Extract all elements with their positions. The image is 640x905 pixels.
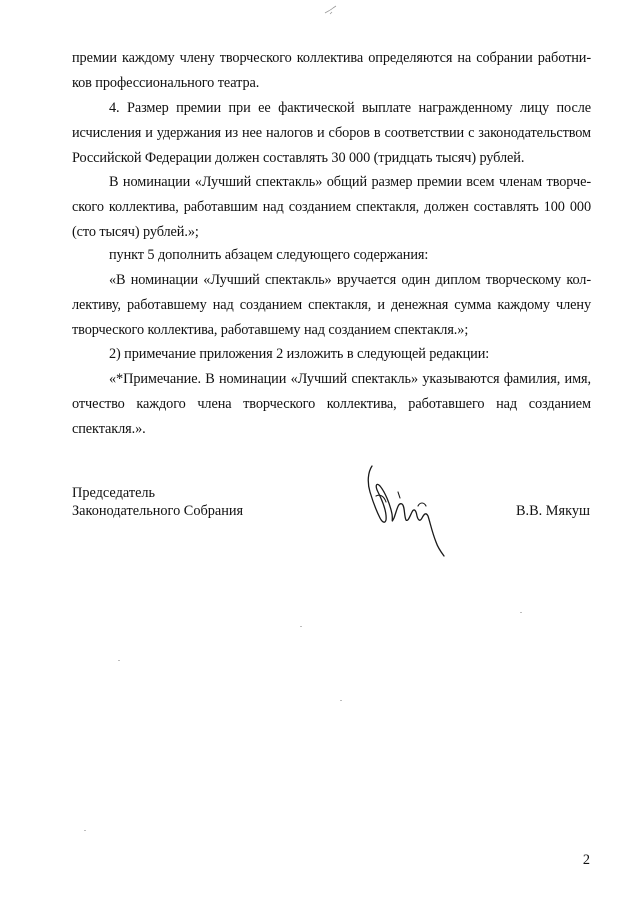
scan-speck: [520, 612, 522, 613]
paragraph-note-quote: «*Примечание. В номинации «Лучший спектакль» указываются фамилия, имя, отчество каждого члена творческого коллектива, работавшего над созданием спектакля.».: [72, 371, 591, 437]
scan-speck: [84, 830, 86, 831]
paragraph-appendix-2-note: 2) примечание приложения 2 изложить в следующей редакции:: [109, 346, 490, 362]
scan-speck: [118, 660, 120, 661]
paragraph-item-4: 4. Размер премии при ее фактической выплате награжденному лицу после исчисления и удержания из нее налогов и сборов в соответствии с законодательством Российской Федерации должен составлять 30 000 (тридцать тысяч) рублей.: [72, 100, 591, 166]
signatory-name: В.В. Мякуш: [516, 503, 590, 519]
scan-artifact-mark: [324, 4, 340, 16]
signatory-title-line-1: Председатель: [72, 485, 156, 501]
paragraph-premium-determination: премии каждому члену творческого коллектива определяются на собрании работни-ков профессионального театра.: [72, 50, 591, 91]
scan-speck: [340, 700, 342, 701]
paragraph-diploma-quote: «В номинации «Лучший спектакль» вручается один диплом творческому кол-лективу, работавшему над созданием спектакля, и денежная сумма каждому члену творческого коллектива, работавшему над созданием спектакля.»;: [72, 272, 591, 338]
paragraph-point-5-amendment: пункт 5 дополнить абзацем следующего содержания:: [109, 247, 429, 263]
handwritten-signature: [358, 462, 454, 558]
signatory-title: [72, 484, 243, 520]
scan-speck: [300, 626, 302, 627]
paragraph-best-performance-amount: В номинации «Лучший спектакль» общий размер премии всем членам творче-ского коллектива, работавшим над созданием спектакля, должен составлять 100 000 (сто тысяч) рублей.»;: [72, 174, 591, 240]
page-number: 2: [582, 852, 590, 868]
signatory-title-line-2: Законодательного Собрания: [72, 503, 244, 519]
